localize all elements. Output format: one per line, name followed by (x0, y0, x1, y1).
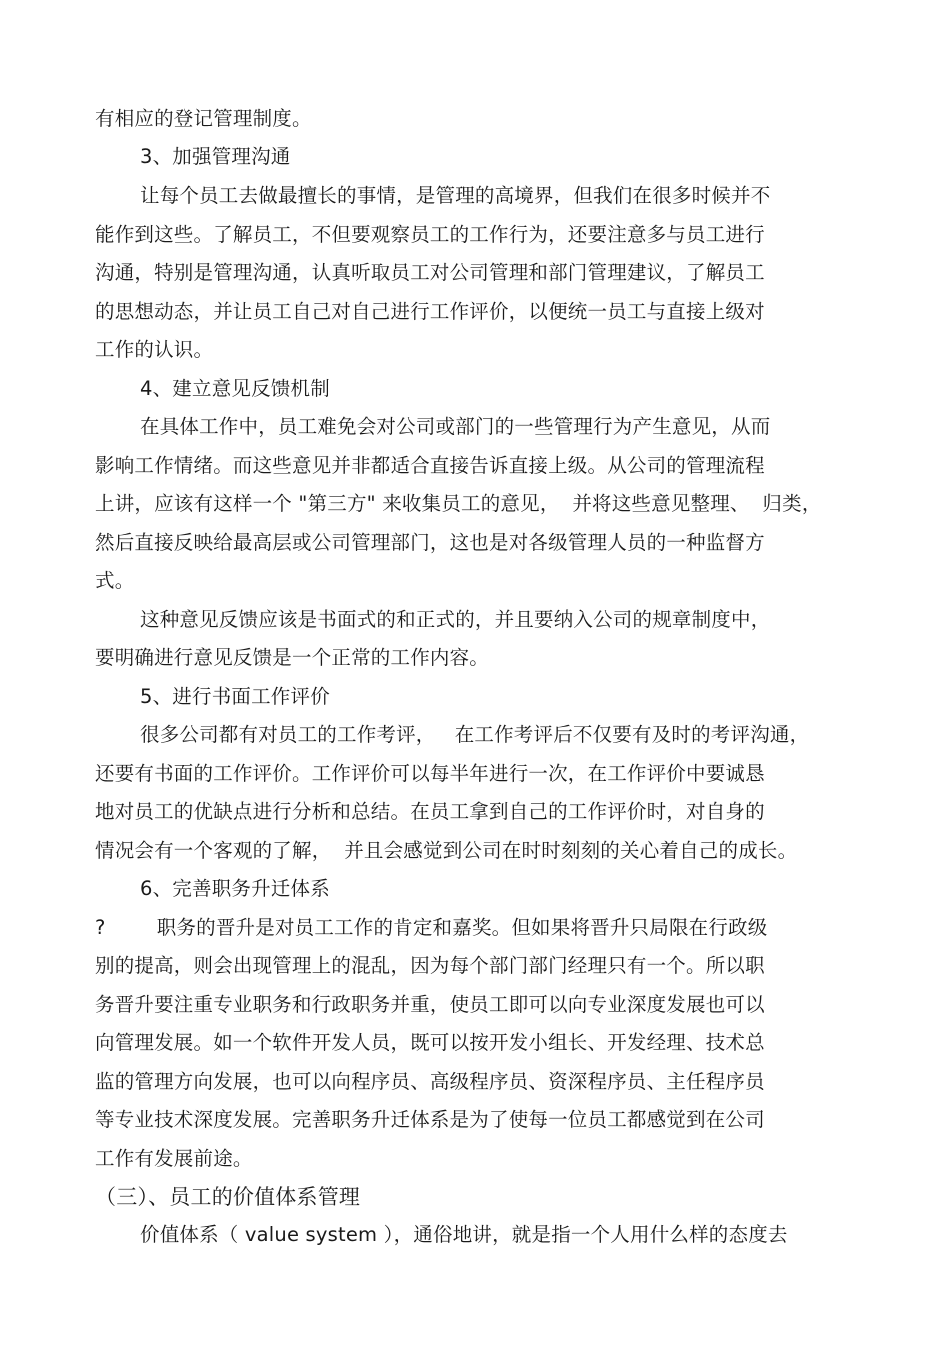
text-line: 沟通，特别是管理沟通，认真听取员工对公司管理和部门管理建议，了解员工 (95, 261, 765, 284)
text-line: 很多公司都有对员工的工作考评， 在工作考评后不仅要有及时的考评沟通， (140, 723, 810, 746)
text-line: 在具体工作中，员工难免会对公司或部门的一些管理行为产生意见，从而 (140, 415, 771, 438)
section-heading: （三）、员工的价值体系管理 (95, 1185, 361, 1209)
text-line: ? 职务的晋升是对员工工作的肯定和嘉奖。但如果将晋升只局限在行政级 (95, 916, 768, 939)
subheading: 5、进行书面工作评价 (140, 685, 330, 708)
text-line: 上讲，应该有这样一个 "第三方" 来收集员工的意见， 并将这些意见整理、 归类， (95, 492, 822, 515)
subheading: 4、建立意见反馈机制 (140, 377, 330, 400)
text-line: 要明确进行意见反馈是一个正常的工作内容。 (95, 646, 490, 669)
subheading: 6、完善职务升迁体系 (140, 877, 330, 900)
text-line: 影响工作情绪。而这些意见并非都适合直接告诉直接上级。从公司的管理流程 (95, 454, 765, 477)
text-line: 向管理发展。如一个软件开发人员，既可以按开发小组长、开发经理、技术总 (95, 1031, 765, 1054)
text-line: 还要有书面的工作评价。工作评价可以每半年进行一次，在工作评价中要诚恳 (95, 762, 765, 785)
text-line: 情况会有一个客观的了解， 并且会感觉到公司在时时刻刻的关心着自己的成长。 (95, 839, 798, 862)
text-line: 工作有发展前途。 (95, 1147, 253, 1170)
text-line: 式。 (95, 569, 135, 592)
text-line: 让每个员工去做最擅长的事情，是管理的高境界，但我们在很多时候并不 (140, 184, 771, 207)
text-line: 务晋升要注重专业职务和行政职务并重，使员工即可以向专业深度发展也可以 (95, 993, 765, 1016)
text-line: 的思想动态，并让员工自己对自己进行工作评价，以便统一员工与直接上级对 (95, 300, 765, 323)
text-line: 能作到这些。了解员工，不但要观察员工的工作行为，还要注意多与员工进行 (95, 223, 765, 246)
text-line: 价值体系（ value system ），通俗地讲，就是指一个人用什么样的态度去 (140, 1223, 788, 1246)
text-line: 监的管理方向发展，也可以向程序员、高级程序员、资深程序员、主任程序员 (95, 1070, 765, 1093)
text-line: 然后直接反映给最高层或公司管理部门，这也是对各级管理人员的一种监督方 (95, 531, 765, 554)
text-line: 有相应的登记管理制度。 (95, 107, 312, 130)
text-line: 工作的认识。 (95, 338, 214, 361)
text-line: 别的提高，则会出现管理上的混乱，因为每个部门部门经理只有一个。所以职 (95, 954, 765, 977)
text-line: 这种意见反馈应该是书面式的和正式的，并且要纳入公司的规章制度中， (140, 608, 771, 631)
text-line: 地对员工的优缺点进行分析和总结。在员工拿到自己的工作评价时，对自身的 (95, 800, 765, 823)
text-line: 等专业技术深度发展。完善职务升迁体系是为了使每一位员工都感觉到在公司 (95, 1108, 765, 1131)
subheading: 3、加强管理沟通 (140, 145, 291, 168)
